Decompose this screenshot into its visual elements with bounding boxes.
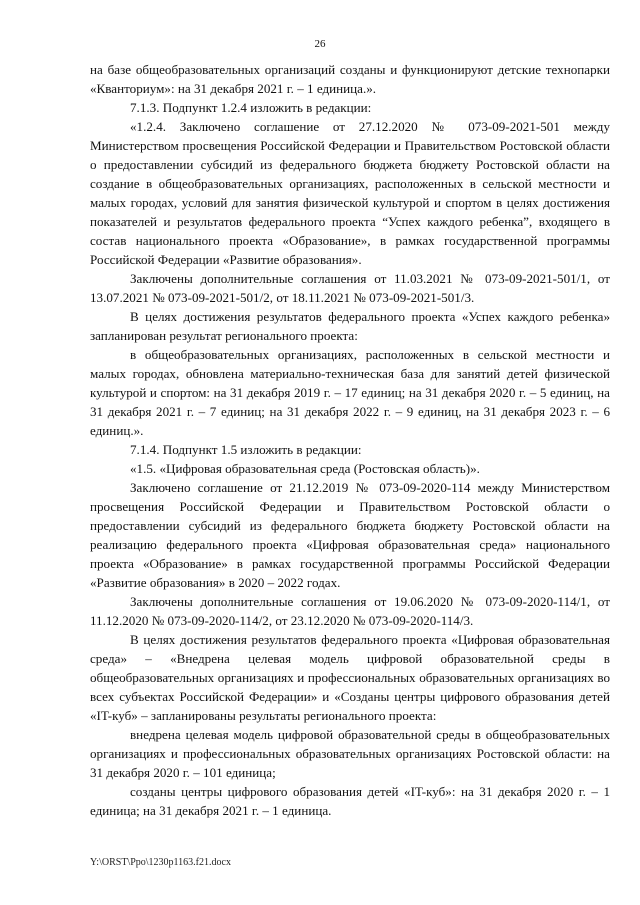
paragraph-agreement-digital: Заключено соглашение от 21.12.2019 № 073-09-2020-114 между Министерством просвещения Российской Федерации и Правительством Ростовской области о предоставлении субсидий из федерального бюджета бюджету Ростовской области на реализацию федерального проекта «Цифровая образовательная среда» национального проекта «Образование» в рамках государственной программы Российской Федерации «Развитие образования» в 2020 – 2022 годах.	[90, 480, 610, 590]
document-body	[90, 60, 610, 820]
paragraph-item-7-1-3: 7.1.3. Подпункт 1.2.4 изложить в редакции:	[130, 100, 372, 115]
page-number: 26	[314, 38, 326, 50]
paragraph-digital-goal: В целях достижения результатов федерального проекта «Цифровая образовательная среда» – «Внедрена целевая модель цифровой образовательной среды в общеобразовательных организациях и профессиональных образовательных организациях во всех субъектах Российской Федерации» и «Созданы центры цифрового образования детей «IT-куб» – запланированы результаты регионального проекта:	[90, 632, 610, 723]
paragraph-item-7-1-4: 7.1.4. Подпункт 1.5 изложить в редакции:	[130, 442, 362, 457]
paragraph-additional-agreements-2021: Заключены дополнительные соглашения от 11.03.2021 № 073-09-2021-501/1, от 13.07.2021 № 073-09-2021-501/2, от 18.11.2021 № 073-09-2021-501/3.	[90, 271, 610, 305]
paragraph-it-cube-result: созданы центры цифрового образования детей «IT-куб»: на 31 декабря 2020 г. – 1 единица; на 31 декабря 2021 г. – 1 единица.	[90, 784, 610, 818]
footer-file-path: Y:\ORST\Ppo\1230p1163.f21.docx	[90, 857, 231, 868]
paragraph-additional-agreements-2020: Заключены дополнительные соглашения от 19.06.2020 № 073-09-2020-114/1, от 11.12.2020 № 073-09-2020-114/2, от 23.12.2020 № 073-09-2020-114/3.	[90, 594, 610, 628]
paragraph-kvantorium: на базе общеобразовательных организаций созданы и функционируют детские технопарки «Кванториум»: на 31 декабря 2021 г. – 1 единица.».	[90, 62, 610, 96]
paragraph-success-goal: В целях достижения результатов федерального проекта «Успех каждого ребенка» запланирован результат регионального проекта:	[90, 309, 610, 343]
paragraph-agreement-1-2-4: «1.2.4. Заключено соглашение от 27.12.2020 № 073-09-2021-501 между Министерством просвещения Российской Федерации и Правительством Ростовской области о предоставлении субсидий из федерального бюджета бюджету Ростовской области на создание в общеобразовательных организациях, расположенных в сельской местности и малых городах, условий для занятия физической культурой и спортом в целях достижения показателей и результатов федерального проекта “Успех каждого ребенка”, входящего в состав национального проекта «Образование», в рамках государственной программы Российской Федерации «Развитие образования».	[90, 119, 610, 267]
paragraph-digital-env-title: «1.5. «Цифровая образовательная среда (Ростовская область)».	[130, 461, 480, 476]
paragraph-sports-base-result: в общеобразовательных организациях, расположенных в сельской местности и малых городах, обновлена материально-техническая база для занятий детей физической культурой и спортом: на 31 декабря 2019 г. – 17 единиц; на 31 декабря 2020 г. – 5 единиц, на 31 декабря 2021 г. – 7 единиц; на 31 декабря 2022 г. – 9 единиц, на 31 декабря 2023 г. – 6 единиц.».	[90, 347, 610, 438]
paragraph-digital-model-result: внедрена целевая модель цифровой образовательной среды в общеобразовательных организациях и профессиональных образовательных организациях Ростовской области: на 31 декабря 2020 г. – 101 единица;	[90, 727, 610, 780]
